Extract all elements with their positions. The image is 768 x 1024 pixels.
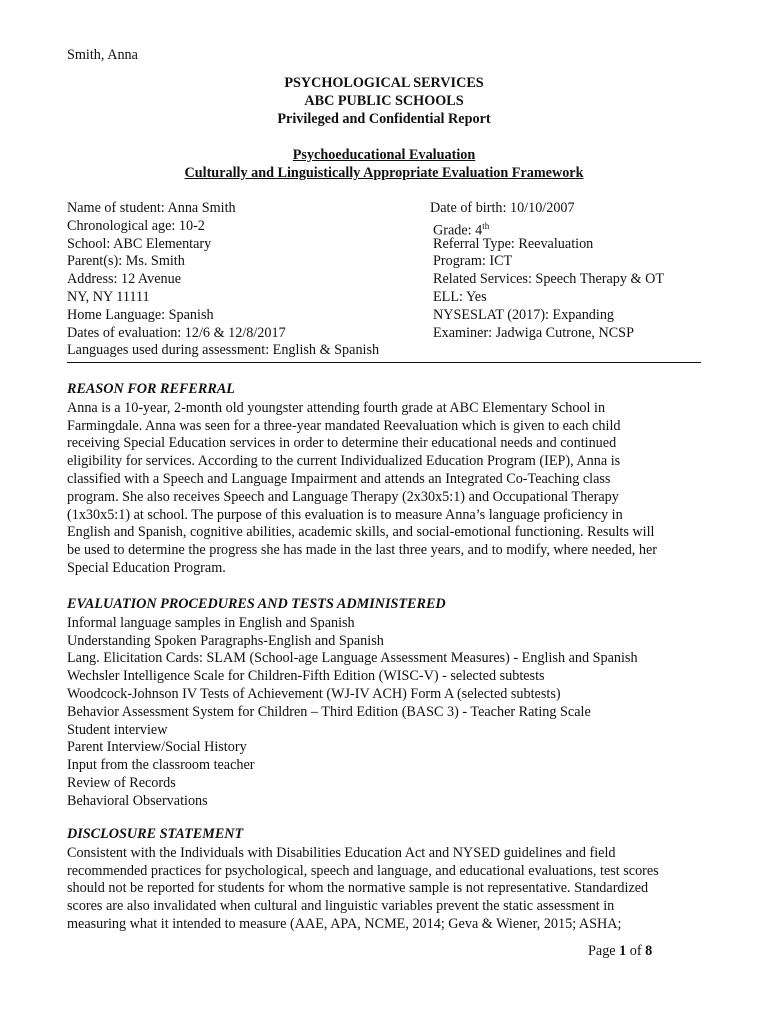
info-grade-value: Grade: 4	[433, 222, 483, 239]
info-ell: ELL: Yes	[433, 288, 487, 305]
referral-line: Anna is a 10-year, 2-month old youngster attending fourth grade at ABC Elementary School in	[67, 399, 606, 416]
procedure-item: Behavioral Observations	[67, 792, 208, 809]
referral-line: be used to determine the progress she has made in the last three years, and to modify, where needed, her	[67, 542, 658, 559]
info-eval-dates: Dates of evaluation: 12/6 & 12/8/2017	[67, 324, 286, 341]
procedure-item: Review of Records	[67, 774, 176, 791]
referral-line: program. She also receives Speech and Language Therapy (2x30x5:1) and Occupational Therapy	[67, 488, 619, 505]
referral-line: (1x30x5:1) at school. The purpose of this evaluation is to measure Anna’s language proficiency in	[67, 506, 623, 523]
procedures-heading: EVALUATION PROCEDURES AND TESTS ADMINISTERED	[67, 596, 446, 612]
procedure-item: Behavior Assessment System for Children – Third Edition (BASC 3) - Teacher Rating Scale	[67, 703, 591, 720]
info-program: Program: ICT	[433, 253, 513, 270]
procedure-item: Understanding Spoken Paragraphs-English and Spanish	[67, 632, 384, 649]
referral-line: receiving Special Education services in order to determine their educational needs and continued	[67, 435, 617, 452]
info-home-language: Home Language: Spanish	[67, 306, 214, 323]
disclosure-section	[67, 826, 707, 934]
disclosure-line: recommended practices for psychological, speech and language, and educational evaluations, test scores	[67, 862, 659, 879]
procedures-section	[67, 596, 707, 811]
report-subtitle-text: Culturally and Linguistically Appropriate Evaluation Framework	[184, 165, 584, 181]
procedure-item: Wechsler Intelligence Scale for Children-Fifth Edition (WISC-V) - selected subtests	[67, 668, 545, 685]
info-parents: Parent(s): Ms. Smith	[67, 253, 185, 270]
page-of-label: of	[629, 943, 642, 959]
page-label: Page	[588, 943, 616, 959]
disclosure-line: should not be reported for students for whom the normative sample is not representative. Standardized	[67, 880, 649, 897]
page-current: 1	[619, 943, 627, 959]
info-examiner: Examiner: Jadwiga Cutrone, NCSP	[433, 324, 634, 341]
referral-heading: REASON FOR REFERRAL	[67, 381, 235, 397]
org-line-psychological-services: PSYCHOLOGICAL SERVICES	[284, 75, 484, 91]
student-info-left	[67, 200, 379, 360]
info-referral-type: Referral Type: Reevaluation	[433, 235, 594, 252]
procedure-item: Lang. Elicitation Cards: SLAM (School-age Language Assessment Measures) - English and Spanish	[67, 650, 638, 667]
student-info-right	[430, 200, 664, 342]
info-city: NY, NY 11111	[67, 288, 150, 305]
info-school: School: ABC Elementary	[67, 235, 212, 252]
referral-section	[67, 381, 707, 578]
disclosure-heading: DISCLOSURE STATEMENT	[67, 826, 244, 842]
org-line-school-district: ABC PUBLIC SCHOOLS	[304, 93, 464, 109]
procedure-item: Woodcock-Johnson IV Tests of Achievement (WJ-IV ACH) Form A (selected subtests)	[67, 685, 561, 702]
referral-paragraph	[67, 400, 707, 578]
info-address: Address: 12 Avenue	[67, 271, 182, 288]
referral-line: eligibility for services. According to the current Individualized Education Program (IEP), Anna is	[67, 453, 621, 470]
info-grade-suffix: th	[482, 220, 490, 231]
info-age: Chronological age: 10-2	[67, 217, 205, 234]
info-grade	[430, 218, 664, 239]
header-student-name: Smith, Anna	[67, 47, 138, 63]
procedure-item: Parent Interview/Social History	[67, 739, 247, 756]
procedure-item: Informal language samples in English and Spanish	[67, 614, 355, 631]
disclosure-line: Consistent with the Individuals with Disabilities Education Act and NYSED guidelines and field	[67, 844, 616, 861]
disclosure-line: measuring what it intended to measure (AAE, APA, NCME, 2014; Geva & Wiener, 2015; ASHA;	[67, 915, 622, 932]
page-total: 8	[645, 943, 653, 959]
report-title-text: Psychoeducational Evaluation	[292, 147, 476, 163]
procedures-list	[67, 615, 707, 811]
referral-line: Farmingdale. Anna was seen for a three-year mandated Reevaluation which is given to each child	[67, 417, 621, 434]
info-dob: Date of birth: 10/10/2007	[430, 200, 575, 216]
referral-line: Special Education Program.	[67, 559, 226, 576]
report-title	[0, 147, 768, 165]
procedure-item: Input from the classroom teacher	[67, 757, 255, 774]
disclosure-line: scores are also invalidated when cultural and linguistic variables prevent the static assessment in	[67, 898, 615, 915]
info-nyseslat: NYSESLAT (2017): Expanding	[433, 306, 615, 323]
header-divider	[67, 362, 701, 363]
report-subtitle	[0, 165, 768, 183]
disclosure-paragraph	[67, 845, 707, 934]
referral-line: classified with a Speech and Language Impairment and attends an Integrated Co-Teaching class	[67, 470, 611, 487]
info-assessment-languages: Languages used during assessment: English & Spanish	[67, 342, 380, 359]
info-related-services: Related Services: Speech Therapy & OT	[433, 271, 664, 288]
procedure-item: Student interview	[67, 721, 168, 738]
info-student-name: Name of student: Anna Smith	[67, 200, 236, 216]
page-number	[588, 943, 652, 961]
org-line-confidential: Privileged and Confidential Report	[277, 111, 491, 127]
referral-line: English and Spanish, cognitive abilities, academic skills, and social-emotional functioning. Results will	[67, 524, 655, 541]
